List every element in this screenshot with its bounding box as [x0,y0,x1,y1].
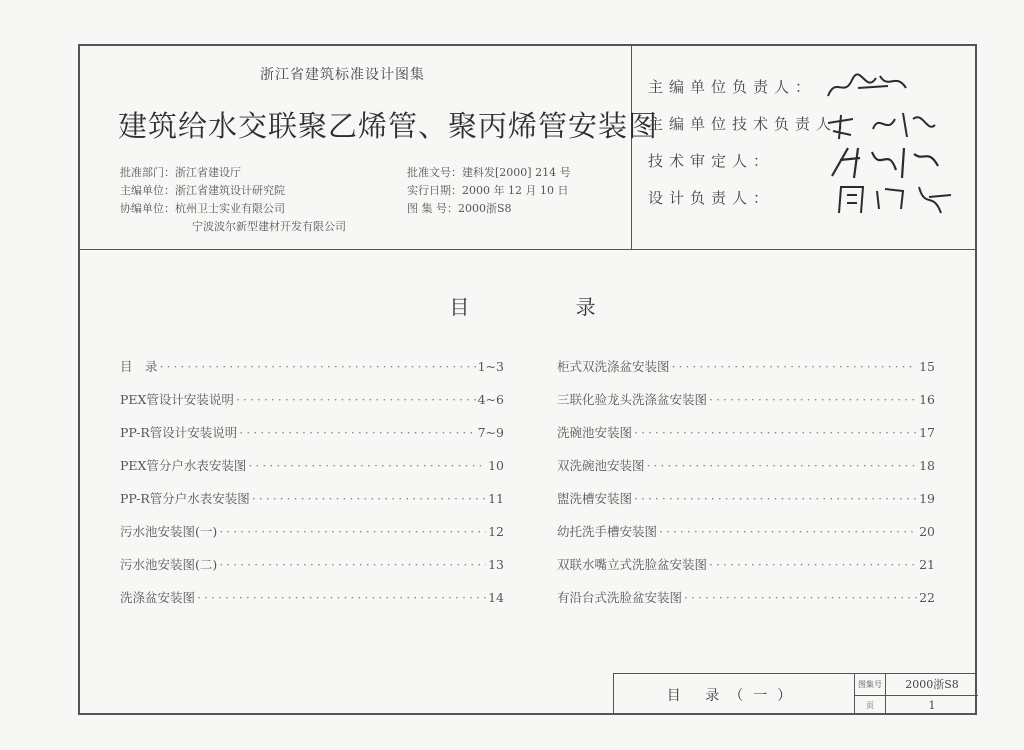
toc-title: 洗涤盆安装图 [120,590,196,605]
toc-title: 污水池安装图(二) [120,557,218,572]
toc-item[interactable] [557,489,935,522]
document-info [407,164,571,218]
toc-page: 17 [919,425,935,440]
toc-title: 幼托洗手槽安装图 [557,524,658,539]
signature-row [648,150,858,187]
toc-page: 19 [919,491,935,506]
toc-item[interactable] [557,522,935,555]
toc-heading: 目 录 [449,295,646,319]
dot-leader [647,458,918,473]
toc-title: 双联水嘴立式洗脸盆安装图 [557,557,708,572]
toc-page: 21 [919,557,935,572]
signature-row [648,113,858,150]
atlas-number-row [855,674,978,695]
toc-page: 10 [488,458,504,473]
toc-item[interactable] [557,456,935,489]
toc-item[interactable] [557,357,935,390]
co-unit-1: 协编单位：杭州卫士实业有限公司 [120,202,285,215]
toc-title: PEX管设计安装说明 [120,392,234,407]
toc-right-column [557,357,935,621]
toc-page: 7~9 [477,425,504,440]
title-block-title: 目 录（一） [666,687,802,704]
effective-date: 实行日期：2000 年 12 月 10 日 [407,184,569,197]
dot-leader [709,392,917,407]
toc-item[interactable] [120,357,504,390]
signature-label: 技术审定人： [648,152,775,170]
toc-title: 污水池安装图(一) [120,524,218,539]
toc-title: 柜式双洗涤盆安装图 [557,359,670,374]
handwritten-signature [833,179,1003,219]
publisher-info [120,164,346,236]
toc-item[interactable] [557,555,935,588]
toc-item[interactable] [120,390,504,423]
dot-leader [709,557,917,572]
header-divider [80,249,975,250]
toc-left-column [120,357,504,621]
dot-leader [236,392,476,407]
toc-item[interactable] [120,423,504,456]
page-number-label: 页 [855,696,886,716]
signature-row [648,187,858,224]
dot-leader [672,359,918,374]
dot-leader [659,524,917,539]
co-unit-2: 宁波波尔新型建材开发有限公司 [192,220,346,233]
toc-item[interactable] [557,588,935,621]
approval-doc: 批准文号：建科发[2000] 214 号 [407,166,571,179]
toc-title: PP-R管分户水表安装图 [120,491,250,506]
toc-title: 三联化验龙头洗涤盆安装图 [557,392,708,407]
signature-label: 设计负责人： [648,189,775,207]
dot-leader [634,425,917,440]
atlas-number-value: 2000浙S8 [905,678,959,692]
page-title: 建筑给水交联聚乙烯管、聚丙烯管安装图 [118,109,659,143]
toc-page: 11 [488,491,504,506]
toc-page: 13 [488,557,504,572]
toc-page: 22 [919,590,935,605]
toc-item[interactable] [120,555,504,588]
dot-leader [160,359,476,374]
handwritten-signature [823,105,993,145]
title-block-grid [854,674,978,715]
toc-item[interactable] [120,588,504,621]
toc-title: 有沿台式洗脸盆安装图 [557,590,683,605]
toc-title: 目 录 [120,359,158,374]
toc-item[interactable] [557,390,935,423]
approval-dept: 批准部门：浙江省建设厅 [120,166,241,179]
signature-block [648,76,858,224]
dot-leader [239,425,475,440]
toc-title: 盥洗槽安装图 [557,491,633,506]
atlas-number: 图 集 号：2000浙S8 [407,202,512,215]
dot-leader [197,590,486,605]
header-column-divider [631,46,632,249]
atlas-number-label: 图集号 [855,674,886,695]
toc-page: 1~3 [477,359,504,374]
signature-label: 主编单位技术负责人： [648,115,859,133]
dot-leader [252,491,486,506]
toc-title: PP-R管设计安装说明 [120,425,238,440]
page-number-row [855,695,978,716]
dot-leader [634,491,917,506]
atlas-name: 浙江省建筑标准设计图集 [260,67,425,83]
title-block [613,673,977,715]
toc-page: 18 [919,458,935,473]
dot-leader [219,557,486,572]
toc-item[interactable] [120,489,504,522]
signature-label: 主编单位负责人： [648,78,817,96]
toc-item[interactable] [557,423,935,456]
toc-page: 12 [488,524,504,539]
toc-title: 洗碗池安装图 [557,425,633,440]
page-number-value: 1 [928,698,936,712]
toc-page: 15 [919,359,935,374]
toc-page: 14 [488,590,504,605]
toc-title: 双洗碗池安装图 [557,458,645,473]
toc-title: PEX管分户水表安装图 [120,458,247,473]
handwritten-signature [818,68,988,108]
dot-leader [684,590,917,605]
toc-page: 20 [919,524,935,539]
dot-leader [219,524,486,539]
toc-item[interactable] [120,456,504,489]
drawing-frame [78,44,977,715]
chief-unit: 主编单位：浙江省建筑设计研究院 [120,184,285,197]
toc-item[interactable] [120,522,504,555]
toc-page: 16 [919,392,935,407]
handwritten-signature [828,142,998,182]
dot-leader [248,458,486,473]
toc-page: 4~6 [477,392,504,407]
